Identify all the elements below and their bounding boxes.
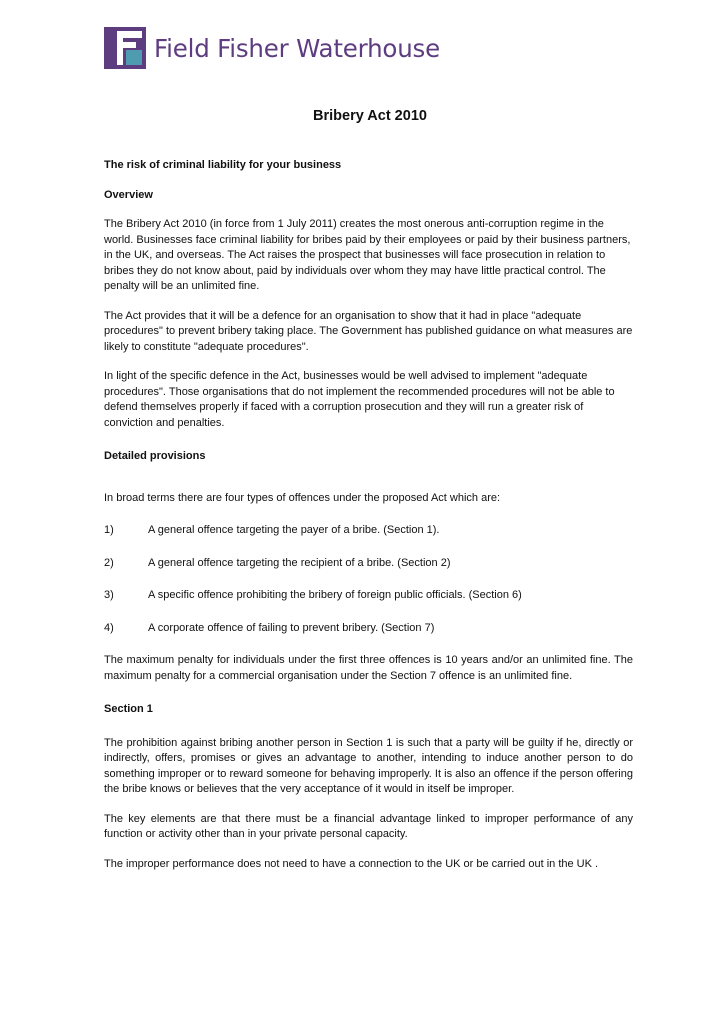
section-1-paragraph-2: The key elements are that there must be a financial advantage linked to improper performance of any function or activity other than in your private personal capacity. xyxy=(104,812,633,840)
section-1-heading: Section 1 xyxy=(104,703,153,715)
offence-number: 2) xyxy=(104,556,114,569)
offence-number: 4) xyxy=(104,621,114,634)
document-body xyxy=(104,158,633,872)
company-name: Field Fisher Waterhouse xyxy=(154,33,440,63)
offence-text: A general offence targeting the payer of a bribe. (Section 1). xyxy=(148,524,440,536)
section-1-paragraph-3: The improper performance does not need to have a connection to the UK or be carried out in the UK . xyxy=(104,857,599,870)
overview-paragraph-2: The Act provides that it will be a defence for an organisation to show that it had in place "adequate procedures" to prevent bribery taking place. The Government has published guidance on what measures are likely to constitute "adequate procedures". xyxy=(104,309,633,353)
ffw-logo-icon xyxy=(104,27,146,69)
offence-text: A specific offence prohibiting the bribery of foreign public officials. (Section 6) xyxy=(148,589,522,601)
list-item xyxy=(104,523,633,539)
list-item xyxy=(104,588,633,604)
overview-heading: Overview xyxy=(104,188,153,201)
offence-number: 1) xyxy=(104,524,114,536)
letterhead xyxy=(104,26,440,70)
list-item xyxy=(104,556,633,572)
offence-text: A general offence targeting the recipient of a bribe. (Section 2) xyxy=(148,556,451,569)
document-subtitle: The risk of criminal liability for your business xyxy=(104,159,342,171)
overview-paragraph-1: The Bribery Act 2010 (in force from 1 July 2011) creates the most onerous anti-corruption regime in the world. Businesses face criminal liability for bribes paid by their employees or paid by their business partners, in the UK, and overseas. The Act raises the prospect that businesses will face prosecution in relation to bribes they do not know about, paid by individuals over whom they may have little practical control. The penalty will be an unlimited fine. xyxy=(104,218,631,292)
offence-text: A corporate offence of failing to prevent bribery. (Section 7) xyxy=(148,621,435,634)
document-title: Bribery Act 2010 xyxy=(313,108,427,124)
detailed-provisions-heading: Detailed provisions xyxy=(104,450,206,462)
offence-number: 3) xyxy=(104,589,114,601)
detailed-provisions-intro: In broad terms there are four types of offences under the proposed Act which are: xyxy=(104,491,501,504)
overview-paragraph-3: In light of the specific defence in the Act, businesses would be well advised to implement "adequate procedures". Those organisations that do not implement the recommended procedures will not be able to defend themselves properly if faced with a corruption prosecution and they will run a greater risk of conviction and penalties. xyxy=(104,370,615,429)
offences-list xyxy=(104,523,633,636)
list-item xyxy=(104,621,633,637)
section-1-paragraph-1: The prohibition against bribing another person in Section 1 is such that a party will be guilty if he, directly or indirectly, offers, promises or gives an advantage to another, intending to induce another person to do something improper or to reward someone for behaving improperly. It is also an offence if the person offering the bribe knows or believes that the very acceptance of it would in itself be improper. xyxy=(104,736,633,795)
penalty-paragraph: The maximum penalty for individuals under the first three offences is 10 years and/or an unlimited fine. The maximum penalty for a commercial organisation under the Section 7 offence is an unlimited fine. xyxy=(104,654,633,682)
